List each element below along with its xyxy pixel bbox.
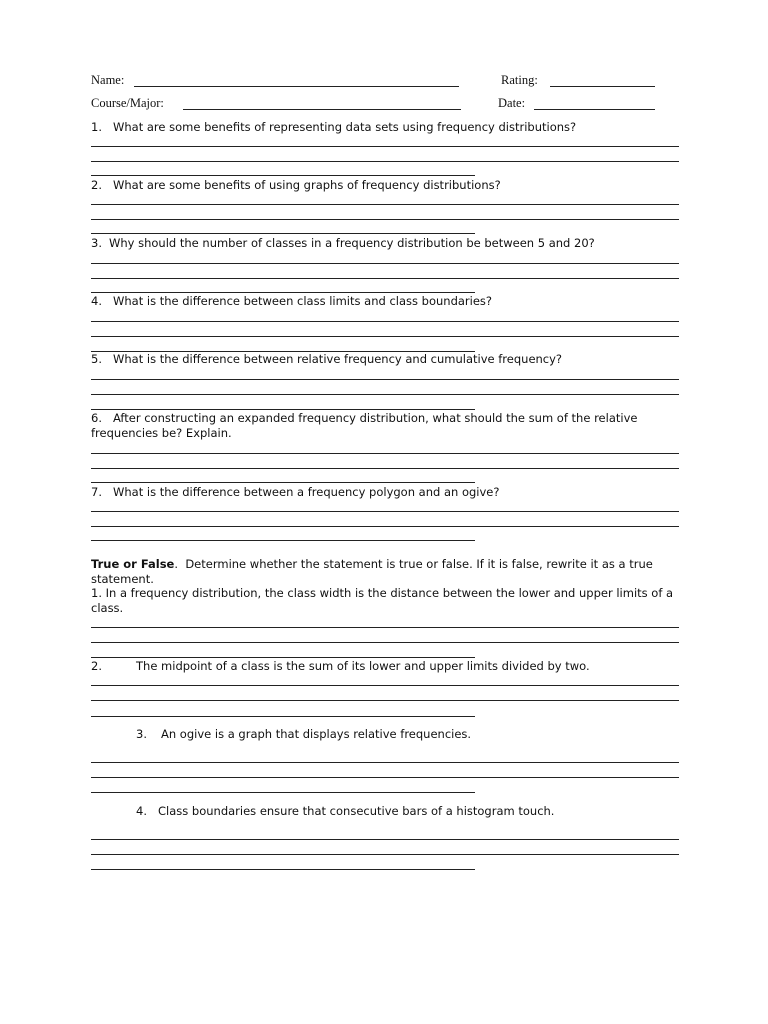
answer-line[interactable]: [91, 409, 475, 410]
answer-line[interactable]: [91, 526, 679, 527]
tf-text: An ogive is a graph that displays relative frequencies.: [161, 727, 472, 741]
answer-line[interactable]: [91, 453, 679, 454]
tf-text: The midpoint of a class is the sum of its lower and upper limits divided by two.: [136, 659, 590, 673]
tf-number: 2.: [91, 659, 102, 673]
tf-number: 4.: [136, 804, 147, 818]
answer-line[interactable]: [91, 854, 679, 855]
question-text: What are some benefits of representing data sets using frequency distributions?: [113, 120, 577, 134]
answer-line[interactable]: [91, 468, 679, 469]
course-label: Course/Major:: [91, 96, 164, 110]
tf-block: [91, 586, 681, 616]
answer-line[interactable]: [91, 204, 679, 205]
answer-line[interactable]: [91, 175, 475, 176]
question-text: After constructing an expanded frequency distribution, what should the sum of the relative frequencies be? Explain.: [91, 411, 638, 440]
answer-line[interactable]: [91, 321, 679, 322]
answer-line[interactable]: [91, 511, 679, 512]
answer-line[interactable]: [91, 278, 679, 279]
answer-line[interactable]: [91, 146, 679, 147]
course-field[interactable]: [183, 109, 461, 110]
question-number: 4.: [91, 294, 102, 308]
answer-line[interactable]: [91, 219, 679, 220]
question-number: 5.: [91, 352, 102, 366]
question-number: 3.: [91, 236, 102, 250]
tf-number: 3.: [136, 727, 147, 741]
answer-line[interactable]: [91, 685, 679, 686]
answer-line[interactable]: [91, 292, 475, 293]
true-false-intro: True or False. Determine whether the statement is true or false. If it is false, rewrite it as a true statement.: [91, 557, 653, 586]
date-label: Date:: [498, 96, 526, 110]
answer-line[interactable]: [91, 379, 679, 380]
answer-line[interactable]: [91, 777, 679, 778]
answer-line[interactable]: [91, 161, 679, 162]
rating-label: Rating:: [501, 73, 538, 87]
answer-line[interactable]: [91, 716, 475, 717]
question-number: 2.: [91, 178, 102, 192]
true-false-heading: True or False: [91, 557, 175, 571]
answer-line[interactable]: [91, 336, 679, 337]
name-field[interactable]: [134, 86, 459, 87]
answer-line[interactable]: [91, 869, 475, 870]
tf-number: 1.: [91, 586, 102, 600]
answer-line[interactable]: [91, 762, 679, 763]
answer-line[interactable]: [91, 263, 679, 264]
answer-line[interactable]: [91, 627, 679, 628]
answer-line[interactable]: [91, 233, 475, 234]
question-text: What is the difference between class limits and class boundaries?: [113, 294, 493, 308]
tf-text: In a frequency distribution, the class width is the distance between the lower and upper limits of a class.: [91, 586, 674, 615]
true-false-instructions: Determine whether the statement is true or false. If it is false, rewrite it as a true statement.: [91, 557, 653, 586]
answer-line[interactable]: [91, 700, 679, 701]
question-number: 6.: [91, 411, 102, 425]
answer-line[interactable]: [91, 792, 475, 793]
question-number: 7.: [91, 485, 102, 499]
name-label: Name:: [91, 73, 125, 87]
question-block: [91, 411, 681, 441]
date-field[interactable]: [534, 109, 655, 110]
question-number: 1.: [91, 120, 102, 134]
question-text: Why should the number of classes in a frequency distribution be between 5 and 20?: [109, 236, 595, 250]
rating-field[interactable]: [550, 86, 655, 87]
answer-line[interactable]: [91, 482, 475, 483]
question-text: What is the difference between a frequency polygon and an ogive?: [113, 485, 500, 499]
answer-line[interactable]: [91, 657, 475, 658]
question-text: What is the difference between relative frequency and cumulative frequency?: [113, 352, 563, 366]
answer-line[interactable]: [91, 540, 475, 541]
answer-line[interactable]: [91, 642, 679, 643]
tf-text: Class boundaries ensure that consecutive bars of a histogram touch.: [158, 804, 555, 818]
answer-line[interactable]: [91, 394, 679, 395]
answer-line[interactable]: [91, 839, 679, 840]
question-text: What are some benefits of using graphs of frequency distributions?: [113, 178, 501, 192]
